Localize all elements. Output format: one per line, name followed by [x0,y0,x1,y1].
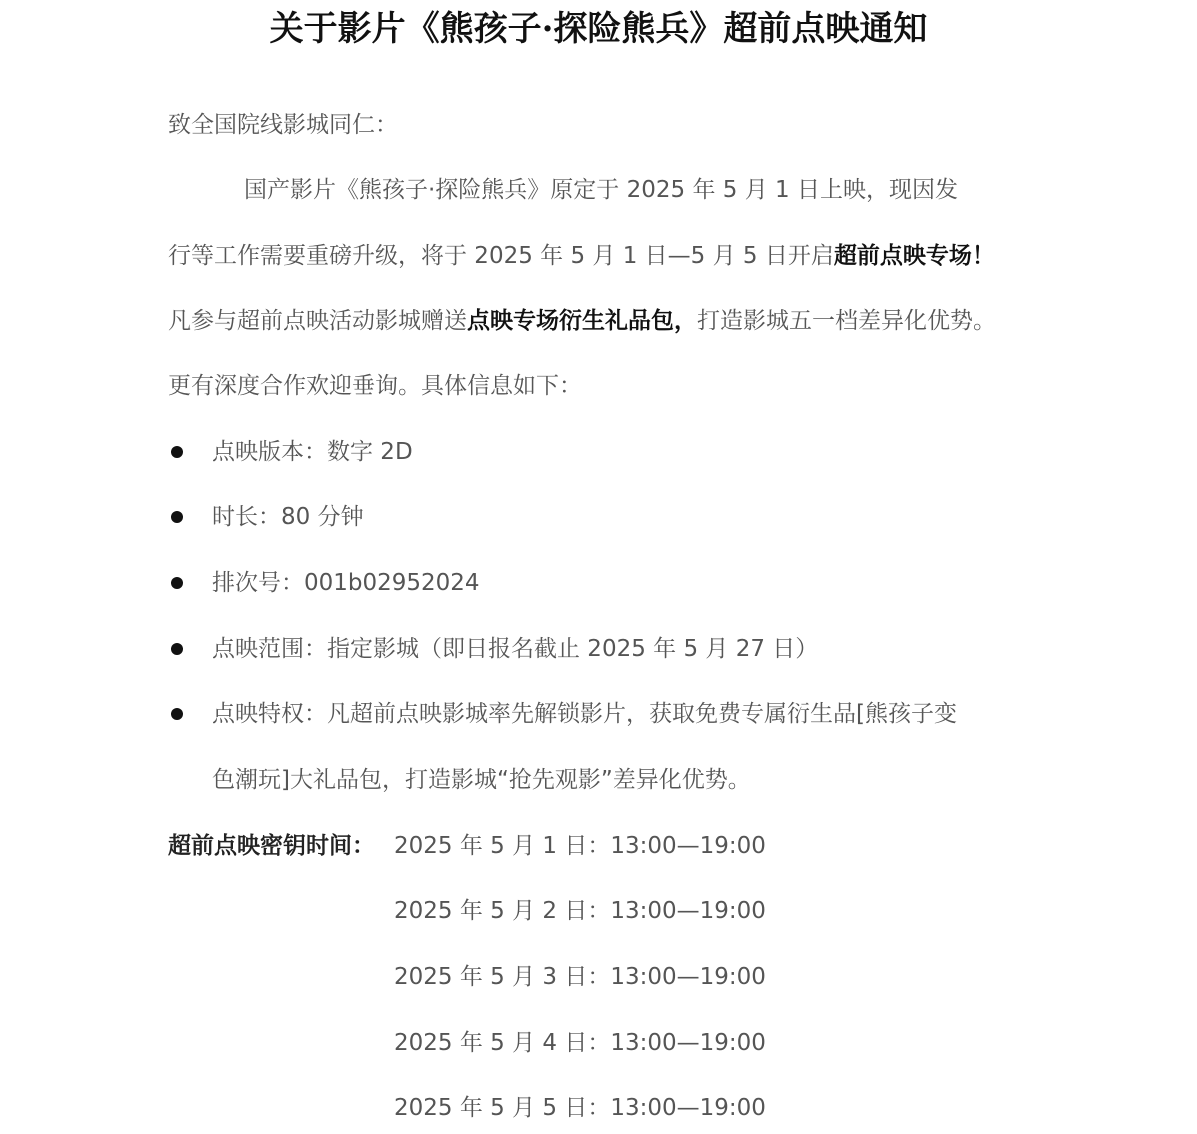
intro-line-2 [168,239,995,273]
intro-line-4: 更有深度合作欢迎垂询。具体信息如下： [168,373,582,399]
schedule-time-4: 2025 年 5 月 4 日：13:00—19:00 [394,1030,766,1056]
schedule-time-1: 2025 年 5 月 1 日：13:00—19:00 [394,833,766,859]
bullet-dot [171,577,183,589]
intro-line-3-emphasis: 点映专场衍生礼品包， [467,308,697,334]
intro-line-1: 国产影片《熊孩子·探险熊兵》原定于 2025 年 5 月 1 日上映，现因发 [244,177,958,203]
bullet-dot [171,511,183,523]
intro-line-3-text: 凡参与超前点映活动影城赠送 [168,308,467,334]
intro-line-3 [168,304,996,338]
detail-scope: 点映范围：指定影城（即日报名截止 2025 年 5 月 27 日） [212,636,819,662]
notice-title: 关于影片《熊孩子·探险熊兵》超前点映通知 [269,9,928,49]
intro-line-2-emphasis: 超前点映专场！ [833,243,995,269]
intro-line-3-tail: 打造影城五一档差异化优势。 [697,308,996,334]
detail-duration: 时长：80 分钟 [212,504,364,530]
detail-privilege: 点映特权：凡超前点映影城率先解锁影片，获取免费专属衍生品[熊孩子变 [212,701,957,727]
bullet-dot [171,643,183,655]
intro-line-2-text: 行等工作需要重磅升级，将于 2025 年 5 月 1 日—5 月 5 日开启 [168,243,834,269]
detail-session-number: 排次号：001b02952024 [212,570,480,596]
bullet-dot [171,446,183,458]
detail-version: 点映版本：数字 2D [212,439,413,465]
schedule-time-3: 2025 年 5 月 3 日：13:00—19:00 [394,964,766,990]
schedule-label: 超前点映密钥时间： [168,833,375,859]
schedule-time-2: 2025 年 5 月 2 日：13:00—19:00 [394,898,766,924]
greeting: 致全国院线影城同仁： [168,112,398,138]
bullet-dot [171,708,183,720]
detail-privilege-continued: 色潮玩]大礼品包，打造影城“抢先观影”差异化优势。 [212,767,751,793]
schedule-time-5: 2025 年 5 月 5 日：13:00—19:00 [394,1095,766,1121]
